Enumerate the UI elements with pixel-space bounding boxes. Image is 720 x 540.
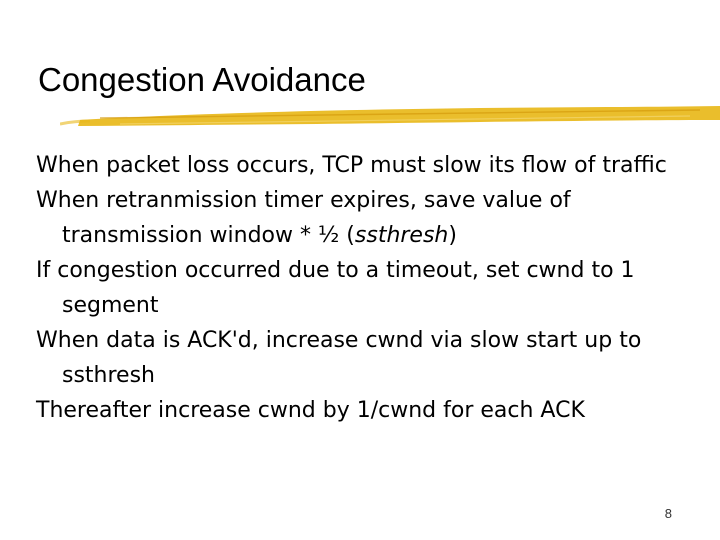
bullet-text: Thereafter increase cwnd by 1/cwnd for each ACK xyxy=(36,398,585,423)
bullet-text-close: ) xyxy=(448,223,457,248)
bullet-text: When packet loss occurs, TCP must slow its flow of traffic xyxy=(36,153,667,178)
bullet-item xyxy=(36,253,696,323)
bullet-item xyxy=(36,393,696,428)
bullet-text: When data is ACK'd, increase cwnd via slow start up to ssthresh xyxy=(36,328,642,388)
page-number: 8 xyxy=(664,506,672,521)
slide-title: Congestion Avoidance xyxy=(38,61,366,98)
bullet-item xyxy=(36,323,696,393)
bullet-list xyxy=(36,148,696,428)
title-underline-brushstroke xyxy=(60,98,720,134)
bullet-text: When retranmission timer expires, save value of transmission window * ½ ( xyxy=(36,188,571,248)
bullet-text: If congestion occurred due to a timeout, set cwnd to 1 segment xyxy=(36,258,635,318)
ssthresh-term: ssthresh xyxy=(354,223,449,248)
bullet-item xyxy=(36,183,696,253)
bullet-item xyxy=(36,148,696,183)
